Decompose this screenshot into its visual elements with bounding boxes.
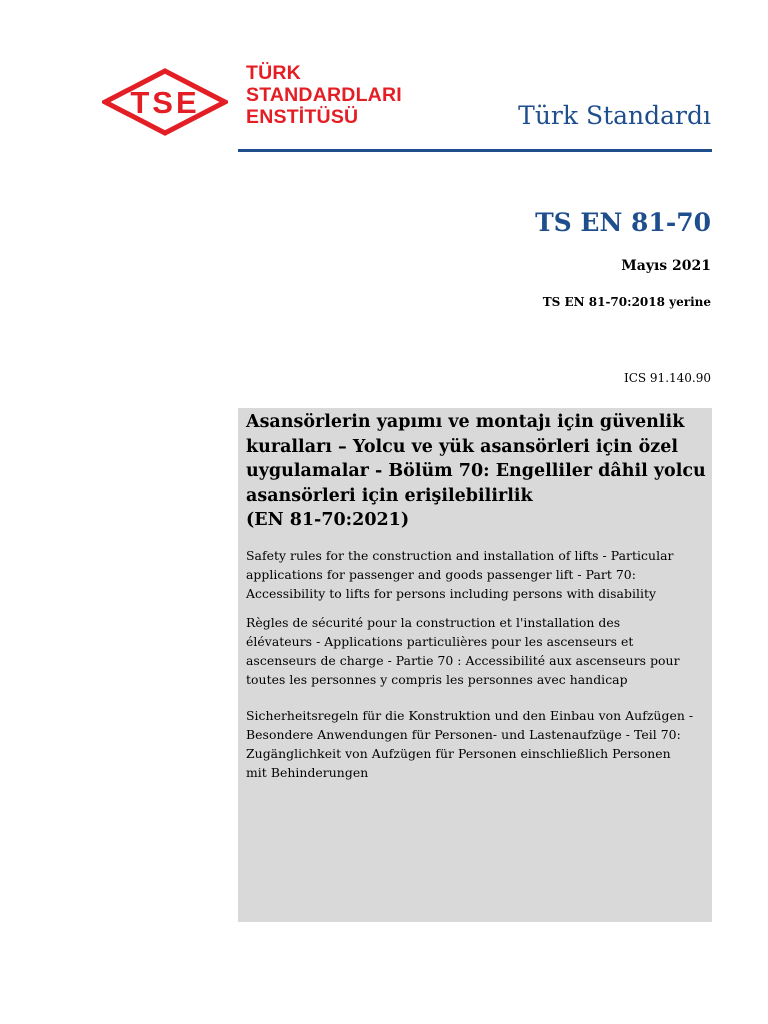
title-box <box>238 408 712 922</box>
publication-date: Mayıs 2021 <box>621 258 711 274</box>
title-line: asansörleri için erişilebilirlik <box>246 485 533 506</box>
title-line: kuralları – Yolcu ve yük asansörleri için özel <box>246 436 679 457</box>
title-line: ascenseurs de charge - Partie 70 : Accessibilité aux ascenseurs pour <box>246 652 680 668</box>
title-turkish <box>246 410 704 533</box>
org-name-line: ENSTİTÜSÜ <box>246 106 359 128</box>
title-line: Règles de sécurité pour la construction et l'installation des <box>246 614 621 630</box>
title-french <box>246 613 704 689</box>
header-divider <box>238 149 712 152</box>
title-line: Safety rules for the construction and installation of lifts - Particular <box>246 547 674 563</box>
title-german <box>246 706 704 782</box>
title-english <box>246 546 704 603</box>
org-name-line: STANDARDLARI <box>246 84 402 106</box>
title-line: Accessibility to lifts for persons including persons with disability <box>246 585 657 601</box>
standard-number: TS EN 81-70 <box>535 208 711 237</box>
title-line: Zugänglichkeit von Aufzügen für Personen einschließlich Personen <box>246 745 671 761</box>
title-line: Besondere Anwendungen für Personen- und Lastenaufzüge - Teil 70: <box>246 726 681 742</box>
title-line: Sicherheitsregeln für die Konstruktion und den Einbau von Aufzügen - <box>246 707 694 723</box>
title-line: (EN 81-70:2021) <box>246 510 410 530</box>
title-line: uygulamalar - Bölüm 70: Engelliler dâhil yolcu <box>246 461 706 481</box>
title-line: Asansörlerin yapımı ve montajı için güvenlik <box>246 412 685 432</box>
logo-text: TSE <box>130 85 200 120</box>
replaces-note: TS EN 81-70:2018 yerine <box>542 295 711 309</box>
title-line: applications for passenger and goods passenger lift - Part 70: <box>246 566 636 582</box>
document-type: Türk Standardı <box>518 101 711 130</box>
ics-code: ICS 91.140.90 <box>623 371 711 385</box>
tse-diamond-logo-icon <box>102 68 228 136</box>
org-name-line: TÜRK <box>246 62 301 84</box>
title-line: mit Behinderungen <box>246 764 369 780</box>
title-line: toutes les personnes y compris les personnes avec handicap <box>246 671 628 687</box>
organization-name <box>246 62 402 128</box>
title-line: élévateurs - Applications particulières pour les ascenseurs et <box>246 633 634 649</box>
